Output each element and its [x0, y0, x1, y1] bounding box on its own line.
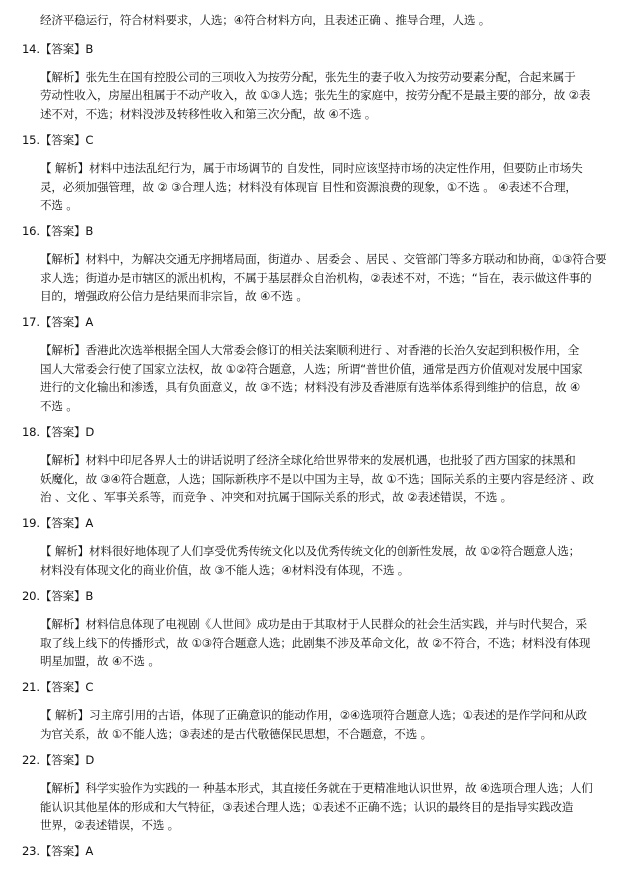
answer-15: 15.【答案】C [22, 133, 94, 147]
analysis-17-line-1: 【解析】香港此次选举根据全国人大常委会修订的相关法案顺利进行 、对香港的长治久安起到积极作用，全 [40, 343, 579, 357]
answer-16: 16.【答案】B [22, 224, 94, 238]
analysis-14-line-3: 述不对，不选；材料没涉及转移性收入和第三次分配，故 ④不选 。 [40, 107, 377, 121]
analysis-15-line-1: 【 解析】材料中违法乱纪行为，属于市场调节的 自发性，同时应该坚持市场的决定性作用，但要防止市场失 [40, 161, 583, 175]
answer-22: 22.【答案】D [22, 753, 95, 767]
analysis-14-line-2: 劳动性收入，房屋出租属于不动产收入，故 ①③人选；张先生的家庭中，按劳分配不是最主要的部分，故 ②表 [40, 88, 591, 102]
analysis-18-line-2: 妖魔化，故 ③④符合题意，人选；国际新秩序不是以中国为主导，故 ①不选；国际关系的主要内容是经济 、政 [40, 472, 594, 486]
intro-continuation: 经济平稳运行，符合材料要求，人选；④符合材料方向，且表述正确 、推导合理，人选 。 [40, 13, 491, 27]
analysis-21-line-2: 为官关系，故 ①不能人选；③表述的是古代敬德保民思想，不合题意，不选 。 [40, 727, 432, 741]
answer-17: 17.【答案】A [22, 315, 94, 329]
analysis-17-line-4: 不选 。 [40, 399, 78, 413]
answer-20: 20.【答案】B [22, 589, 94, 603]
analysis-16-line-1: 【解析】材料中，为解决交通无序拥堵局面，街道办 、居委会 、居民 、交管部门等多方联动和协商，①③符合要 [40, 252, 607, 266]
analysis-16-line-2: 求人选；街道办是市辖区的派出机构，不属于基层群众自治机构，②表述不对，不选；“旨在，表示做这件事的 [40, 271, 592, 285]
analysis-22-line-3: 世界，②表述错误，不选 。 [40, 818, 180, 832]
analysis-22-line-2: 能认识其他星体的形成和大气特征，③表述合理人选；①表述不正确不选；认识的最终目的是指导实践改造 [40, 800, 574, 814]
analysis-20-line-3: 明星加盟，故 ④不选 。 [40, 654, 160, 668]
analysis-17-line-2: 国人大常委会行使了国家立法权，故 ①②符合题意，人选；所谓“普世价值，通常是西方价值观对发展中国家 [40, 362, 583, 376]
analysis-20-line-2: 取了线上线下的传播形式，故 ①③符合题意人选；此剧集不涉及革命文化，故 ②不符合，不选；材料没有体现 [40, 636, 591, 650]
analysis-21-line-1: 【 解析】习主席引用的古语，体现了正确意识的能动作用，②④选项符合题意人选；①表述的是作学问和从政 [40, 708, 587, 722]
analysis-18-line-3: 治 、文化 、军事关系等，而竞争 、冲突和对抗属于国际关系的形式，故 ②表述错误，不选 。 [40, 490, 512, 504]
analysis-20-line-1: 【解析】材料信息体现了电视剧《人世间》成功是由于其取材于人民群众的社会生活实践，并与时代契合，采 [40, 617, 587, 631]
analysis-19-line-1: 【 解析】材料很好地体现了人们享受优秀传统文化以及优秀传统文化的创新性发展，故 ①②符合题意人选； [40, 544, 581, 558]
analysis-19-line-2: 材料没有体现文化的商业价值，故 ③不能人选；④材料没有体现，不选 。 [40, 563, 410, 577]
analysis-17-line-3: 进行的文化输出和渗透，具有负面意义，故 ③不选；材料没有涉及香港原有选举体系得到维护的信息，故 ④ [40, 380, 581, 394]
answer-19: 19.【答案】A [22, 516, 94, 530]
answer-14: 14.【答案】B [22, 42, 94, 56]
answer-21: 21.【答案】C [22, 680, 94, 694]
analysis-15-line-3: 不选 。 [40, 198, 78, 212]
analysis-16-line-3: 目的，增强政府公信力是结果而非宗旨，故 ④不选 。 [40, 289, 308, 303]
analysis-14-line-1: 【解析】张先生在国有控股公司的三项收入为按劳分配，张先生的妻子收入为按劳动要素分配，合起来属于 [40, 70, 576, 84]
analysis-15-line-2: 灵，必须加强管理，故 ② ③合理人选；材料没有体现盲 目性和资源浪费的现象，①不选 。 ④表述不合理， [40, 180, 577, 194]
answer-18: 18.【答案】D [22, 425, 95, 439]
answer-23: 23.【答案】A [22, 844, 94, 858]
analysis-22-line-1: 【解析】科学实验作为实践的一 种基本形式，其直接任务就在于更精准地认识世界，故 ④选项合理人选；人们 [40, 781, 593, 795]
analysis-18-line-1: 【解析】材料中印尼各界人士的讲话说明了经济全球化给世界带来的发展机遇，也批驳了西方国家的抹黑和 [40, 453, 576, 467]
